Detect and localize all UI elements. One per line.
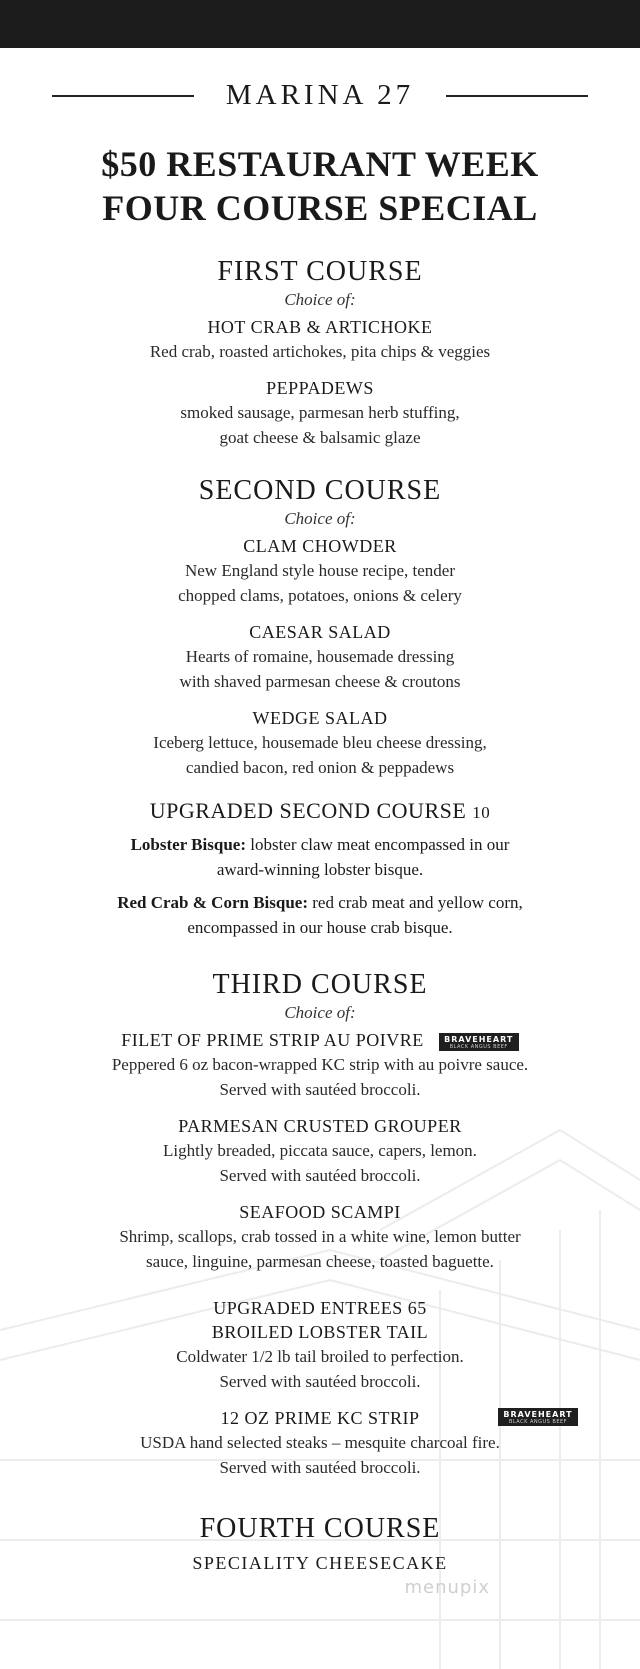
first-course-section [0, 255, 640, 450]
menu-item-name: SEAFOOD SCAMPI [239, 1202, 401, 1222]
menu-item-desc: Served with sautéed broccoli. [219, 1458, 421, 1477]
menu-item-desc: Served with sautéed broccoli. [219, 1080, 421, 1099]
watermark-text: menupix [404, 1577, 490, 1598]
menu-item-desc: New England style house recipe, tender [184, 561, 456, 580]
headline-line-2: FOUR COURSE SPECIAL [102, 188, 538, 228]
bisque-item [0, 890, 640, 940]
menu-item-desc: smoked sausage, parmesan herb stuffing, [180, 403, 460, 422]
menu-item-name: PARMESAN CRUSTED GROUPER [178, 1116, 462, 1136]
menu-item-name: BROILED LOBSTER TAIL [211, 1322, 429, 1342]
brand-rule-right [446, 95, 588, 97]
menu-item-name: FILET OF PRIME STRIP AU POIVRE [121, 1030, 424, 1050]
menu-item-desc: USDA hand selected steaks – mesquite charcoal fire. [140, 1433, 500, 1452]
menu-item-desc: candied bacon, red onion & peppadews [185, 758, 455, 777]
upgraded-second-title [0, 796, 640, 828]
second-course-choice: Choice of: [284, 509, 356, 528]
fourth-course-title: FOURTH COURSE [199, 1513, 441, 1544]
menu-item-name: WEDGE SALAD [252, 708, 388, 728]
third-course-section [0, 968, 640, 1274]
top-bar [0, 0, 640, 48]
menu-item-desc: Iceberg lettuce, housemade bleu cheese dressing, [153, 733, 487, 752]
upgraded-second-label: UPGRADED SECOND COURSE [149, 798, 467, 823]
menu-item-name: CAESAR SALAD [249, 622, 391, 642]
upgraded-entrees-price: 65 [407, 1298, 427, 1318]
menu-item-desc: goat cheese & balsamic glaze [219, 428, 421, 447]
bisque-name: Red Crab & Corn Bisque: [117, 893, 308, 912]
braveheart-logo-text: BRAVEHEART [444, 1034, 514, 1044]
menu-item-desc: Peppered 6 oz bacon-wrapped KC strip with au poivre sauce. [111, 1055, 529, 1074]
upgraded-entrees-label: UPGRADED ENTREES [213, 1298, 403, 1318]
menu-item-name: HOT CRAB & ARTICHOKE [207, 317, 433, 337]
upgraded-entrees-section [0, 1296, 640, 1480]
menu-item-desc: with shaved parmesan cheese & croutons [179, 672, 461, 691]
menu-item-desc: chopped clams, potatoes, onions & celery [178, 586, 462, 605]
headline-line-1: $50 RESTAURANT WEEK [101, 144, 539, 184]
braveheart-logo [498, 1408, 578, 1426]
menu-item-row [0, 1406, 640, 1430]
bisque-desc: lobster claw meat encompassed in our [245, 835, 510, 854]
menu-item-desc: Served with sautéed broccoli. [219, 1372, 421, 1391]
brand-header [0, 72, 640, 112]
restaurant-name: MARINA 27 [225, 79, 415, 111]
braveheart-logo-sub: BLACK ANGUS BEEF [449, 1043, 508, 1050]
menu-item-desc: Red crab, roasted artichokes, pita chips & veggies [149, 342, 491, 361]
menu-item-name: CLAM CHOWDER [243, 536, 397, 556]
third-course-choice: Choice of: [284, 1003, 356, 1022]
menu-item-desc: Hearts of romaine, housemade dressing [185, 647, 455, 666]
menu-item-desc: Coldwater 1/2 lb tail broiled to perfection. [176, 1347, 464, 1366]
bisque-desc: red crab meat and yellow corn, [308, 893, 523, 912]
menu-item-name: PEPPADEWS [266, 378, 374, 398]
bisque-desc: award-winning lobster bisque. [216, 860, 424, 879]
menu-item-row [0, 1028, 640, 1052]
menu-item-desc: Lightly breaded, piccata sauce, capers, lemon. [163, 1141, 477, 1160]
upgraded-second-section [0, 796, 640, 940]
menu-item-name: 12 OZ PRIME KC STRIP [220, 1408, 420, 1428]
braveheart-logo [439, 1033, 519, 1051]
bisque-name: Lobster Bisque: [130, 835, 246, 854]
bisque-item [0, 832, 640, 882]
promo-headline [0, 142, 640, 230]
menu-item-desc: sauce, linguine, parmesan cheese, toasted baguette. [146, 1252, 494, 1271]
menu-item-desc: Served with sautéed broccoli. [219, 1166, 421, 1185]
menu-item-name: SPECIALITY CHEESECAKE [192, 1553, 448, 1573]
upgraded-entrees-title [0, 1296, 640, 1320]
bisque-desc: encompassed in our house crab bisque. [187, 918, 453, 937]
braveheart-logo-text: BRAVEHEART [503, 1410, 573, 1419]
braveheart-logo-sub: BLACK ANGUS BEEF [508, 1419, 568, 1425]
upgraded-second-price: 10 [472, 803, 491, 822]
menu-content [0, 255, 640, 1576]
first-course-choice: Choice of: [284, 290, 356, 309]
menu-item-desc: Shrimp, scallops, crab tossed in a white wine, lemon butter [119, 1227, 521, 1246]
first-course-title: FIRST COURSE [217, 256, 423, 287]
third-course-title: THIRD COURSE [212, 969, 428, 1000]
second-course-section [0, 474, 640, 780]
brand-rule-left [52, 95, 194, 97]
fourth-course-section [0, 1512, 640, 1576]
second-course-title: SECOND COURSE [198, 475, 442, 506]
